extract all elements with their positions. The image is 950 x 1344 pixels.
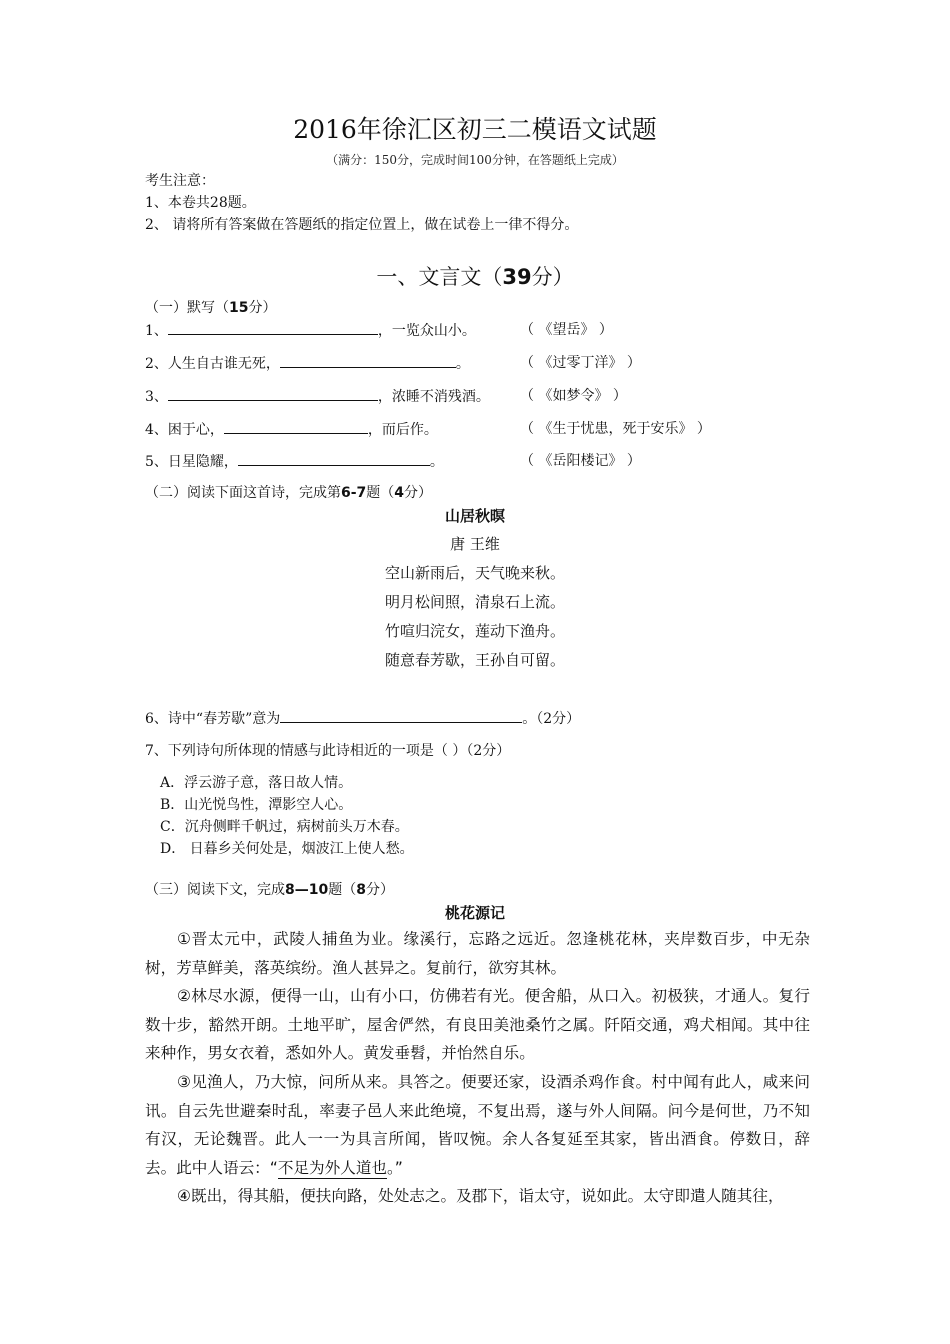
notes-heading: 考生注意： [145, 173, 215, 189]
passage-paragraph-2: ②林尽水源，便得一山，山有小口，仿佛若有光。便舍船，从口入。初极狭，才通人。复行数十步，豁然开朗。土地平旷，屋舍俨然，有良田美池桑竹之属。阡陌交通，鸡犬相闻。其中往来种作，男女衣着，悉如外人。黄发垂髫，并怡然自乐。 [145, 987, 810, 1063]
part1-label-score: 15 [229, 300, 249, 316]
q3-answer-blank[interactable] [168, 385, 378, 401]
q2-source: （ 《过零丁洋》 ） [520, 355, 641, 371]
exam-title: 2016年徐汇区初三二模语文试题 [293, 115, 657, 144]
q5-answer-blank[interactable] [238, 450, 430, 466]
question-1 [145, 319, 476, 340]
part2-label-score: 4 [394, 485, 405, 501]
passage-paragraph-3 [145, 1068, 810, 1182]
poem-line: 竹喧归浣女，莲动下渔舟。 [384, 622, 565, 640]
exam-subtitle: （满分：150分，完成时间100分钟，在答题纸上完成） [326, 153, 624, 167]
section-title-score: 39 [502, 265, 532, 289]
notes-item-1: 1、本卷共28题。 [145, 195, 256, 211]
section-title-suffix: 分） [531, 265, 574, 289]
part3-label [145, 879, 394, 899]
passage-body [145, 925, 810, 1211]
part3-label-score: 8 [356, 882, 366, 898]
q1-source: （ 《望岳》 ） [520, 322, 613, 338]
q3-text: ，浓睡不消残酒。 [377, 389, 490, 405]
passage-title: 桃花源记 [444, 904, 505, 922]
part3-label-mid: 题（ [328, 882, 357, 898]
section-title [0, 261, 950, 291]
section-title-prefix: 一、文言文（ [376, 265, 503, 289]
part1-label-suffix: 分） [248, 300, 277, 316]
q4-source: （ 《生于忧患，死于安乐》 ） [520, 421, 711, 437]
q2-prefix: 2、人生自古谁无死， [145, 356, 280, 372]
q3-number: 3、 [145, 389, 168, 405]
question-7-stem: 7、下列诗句所体现的情感与此诗相近的一项是（ ）（2分） [145, 743, 511, 759]
p3-end-text: 。” [387, 1158, 403, 1177]
q4-answer-blank[interactable] [224, 418, 368, 434]
poem-author: 唐 王维 [450, 535, 500, 553]
part1-label [145, 297, 276, 317]
part2-label-suffix: 分） [404, 485, 433, 501]
q3-source: （ 《如梦令》 ） [520, 388, 627, 404]
q2-text: 。 [455, 356, 470, 372]
q5-text: 。 [429, 454, 444, 470]
q1-text: ，一览众山小。 [377, 323, 476, 339]
q6-suffix: 。（2分） [522, 711, 581, 727]
part2-label [145, 482, 432, 502]
q5-source: （ 《岳阳楼记》 ） [520, 453, 641, 469]
part2-label-mid: 题（ [366, 485, 395, 501]
q7-option-d: D． 日暮乡关何处是，烟波江上使人愁。 [160, 841, 414, 857]
q4-text: ，而后作。 [367, 422, 438, 438]
q5-prefix: 5、日星隐耀， [145, 454, 238, 470]
poem-line: 空山新雨后，天气晚来秋。 [384, 564, 565, 582]
question-6 [145, 707, 580, 728]
q6-answer-blank[interactable] [280, 707, 522, 723]
q7-option-c: C．沉舟侧畔千帆过，病树前头万木春。 [160, 819, 409, 835]
q1-number: 1、 [145, 323, 168, 339]
question-5 [145, 450, 444, 471]
passage-paragraph-4: ④既出，得其船，便扶向路，处处志之。及郡下，诣太守，说如此。太守即遣人随其往， [177, 1187, 784, 1206]
part1-label-prefix: （一）默写（ [145, 300, 229, 316]
part3-label-range: 8—10 [285, 882, 329, 898]
q6-prefix: 6、诗中“春芳歇”意为 [145, 711, 281, 727]
poem-title: 山居秋暝 [444, 507, 505, 525]
part2-label-range: 6-7 [341, 485, 367, 501]
question-3 [145, 385, 490, 406]
notes-item-2: 2、 请将所有答案做在答题纸的指定位置上，做在试卷上一律不得分。 [145, 217, 579, 233]
q7-option-a: A．浮云游子意，落日故人情。 [160, 775, 353, 791]
part3-label-suffix: 分） [365, 882, 394, 898]
poem-line: 随意春芳歇，王孙自可留。 [384, 651, 565, 669]
part2-label-prefix: （二）阅读下面这首诗，完成第 [145, 485, 341, 501]
p3-underlined-phrase: 不足为外人道也 [277, 1158, 388, 1177]
q4-prefix: 4、困于心， [145, 422, 224, 438]
poem-line: 明月松间照，清泉石上流。 [384, 593, 565, 611]
question-2 [145, 352, 470, 373]
q7-option-b: B．山光悦鸟性，潭影空人心。 [160, 797, 353, 813]
passage-paragraph-1: ①晋太元中，武陵人捕鱼为业。缘溪行，忘路之远近。忽逢桃花林，夹岸数百步，中无杂树，芳草鲜美，落英缤纷。渔人甚异之。复前行，欲穷其林。 [145, 930, 810, 977]
q1-answer-blank[interactable] [168, 319, 378, 335]
question-4 [145, 418, 438, 439]
p3-main-text: ③见渔人，乃大惊，问所从来。具答之。便要还家，设酒杀鸡作食。村中闻有此人，咸来问讯。自云先世避秦时乱，率妻子邑人来此绝境，不复出焉，遂与外人间隔。问今是何世，乃不知有汉，无论魏晋。此人一一为具言所闻，皆叹惋。余人各复延至其家，皆出酒食。停数日，辞去。此中人语云：“ [145, 1072, 810, 1177]
part3-label-prefix: （三）阅读下文，完成 [145, 882, 285, 898]
q2-answer-blank[interactable] [280, 352, 456, 368]
